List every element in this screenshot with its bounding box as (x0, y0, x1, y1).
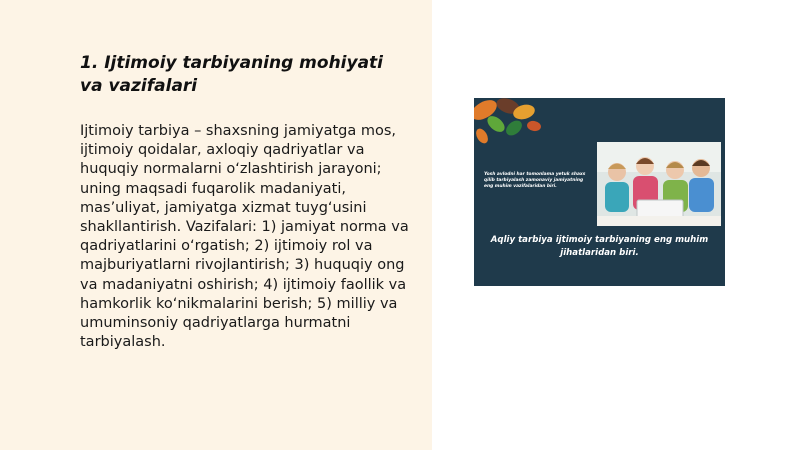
children-photo-icon (597, 142, 721, 226)
illustration-small-text: Yosh avlodni har tomonlama yetuk shaxs qilib tarbiyalash zamonaviy jamiyatning eng muhim vazifalaridan biri. (484, 172, 586, 189)
illustration-caption: Aqliy tarbiya ijtimoiy tarbiyaning eng muhim jihatlaridan biri. (490, 235, 709, 258)
classroom-photo (597, 142, 721, 226)
slide-title: 1. Ijtimoiy tarbiyaning mohiyati va vazifalari (80, 53, 384, 96)
decorative-leaves-icon (474, 98, 554, 158)
slide-body-text: Ijtimoiy tarbiya – shaxsning jamiyatga mos, ijtimoiy qoidalar, axloqiy qadriyatlar va huquqiy normalarni o‘zlashtirish jarayoni; uning maqsadi fuqarolik madaniyati, mas’uliyat, jamiyatga xizmat tuyg‘usini shakllantirish. Vazifalari: 1) jamiyat norma va qadriyatlarini o‘rgatish; 2) ijtimoiy rol va majburiyatlarni rivojlantirish; 3) huquqiy ong va madaniyatni oshirish; 4) ijtimoiy faollik va hamkorlik ko‘nikmalarini berish; 5) milliy va umuminsoniy qadriyatlarga hurmatni tarbiyalash. (80, 123, 409, 351)
illustration-card (474, 98, 725, 286)
